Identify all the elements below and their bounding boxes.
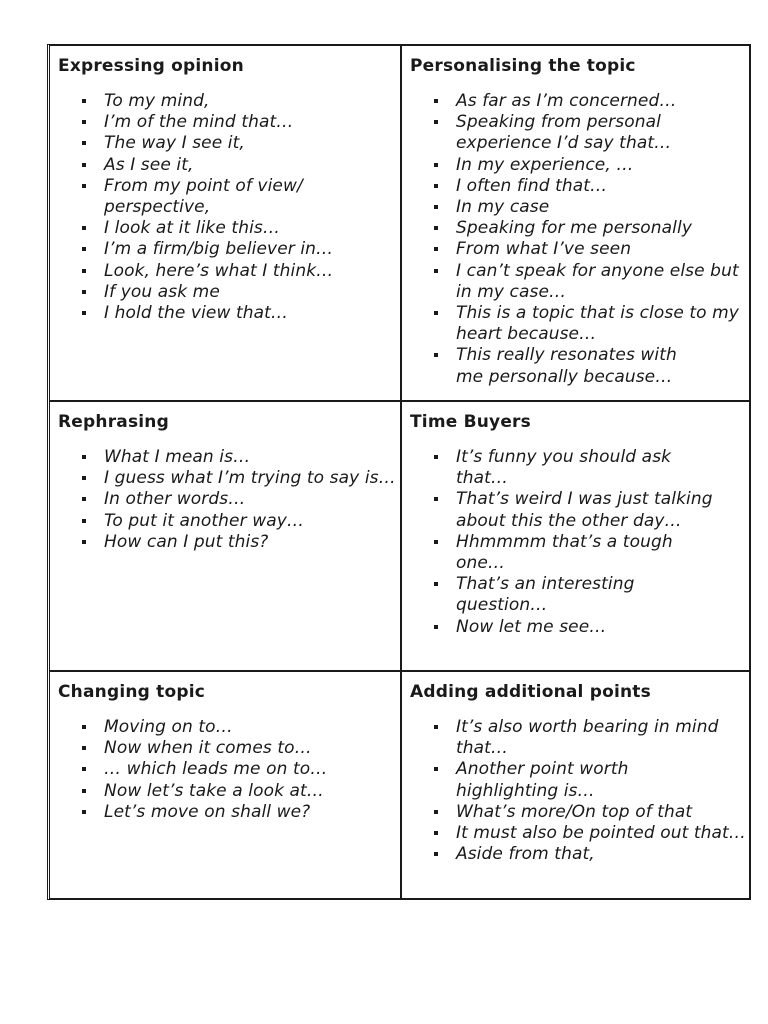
- section-changing-topic: [50, 672, 400, 898]
- list-item: This really resonates with me personally because…: [456, 345, 750, 387]
- list-item: Now let me see…: [456, 617, 750, 638]
- list-item: As I see it,: [104, 155, 400, 176]
- phrase-list: [58, 91, 400, 324]
- list-item: I’m of the mind that…: [104, 112, 400, 133]
- section-time-buyers: [402, 402, 750, 670]
- phrase-list: [410, 717, 750, 865]
- list-item: As far as I’m concerned…: [456, 91, 750, 112]
- list-item: Aside from that,: [456, 844, 750, 865]
- list-item: I hold the view that…: [104, 303, 400, 324]
- section-expressing-opinion: [50, 46, 400, 400]
- section-heading: Adding additional points: [410, 682, 651, 702]
- list-item: Speaking for me personally: [456, 218, 750, 239]
- section-heading: Changing topic: [58, 682, 206, 702]
- list-item: I often find that…: [456, 176, 750, 197]
- list-item: Now when it comes to…: [104, 738, 400, 759]
- list-item: The way I see it,: [104, 133, 400, 154]
- list-item: What’s more/On top of that: [456, 802, 750, 823]
- section-personalising-topic: [402, 46, 750, 400]
- list-item: In other words…: [104, 489, 400, 510]
- list-item: To put it another way…: [104, 511, 400, 532]
- section-adding-points: [402, 672, 750, 898]
- list-item: In my experience, …: [456, 155, 750, 176]
- list-item: I’m a firm/big believer in…: [104, 239, 400, 260]
- list-item: Speaking from personal experience I’d say that…: [456, 112, 750, 154]
- list-item: From what I’ve seen: [456, 239, 750, 260]
- list-item: Look, here’s what I think…: [104, 261, 400, 282]
- list-item: From my point of view/ perspective,: [104, 176, 400, 218]
- list-item: To my mind,: [104, 91, 400, 112]
- list-item: It’s also worth bearing in mind that…: [456, 717, 750, 759]
- list-item: How can I put this?: [104, 532, 400, 553]
- phrase-list: [410, 447, 750, 638]
- list-item: It must also be pointed out that…: [456, 823, 750, 844]
- list-item: In my case: [456, 197, 750, 218]
- list-item: What I mean is…: [104, 447, 400, 468]
- section-rephrasing: [50, 402, 400, 670]
- list-item: Let’s move on shall we?: [104, 802, 400, 823]
- list-item: Hhmmmm that’s a tough one…: [456, 532, 750, 574]
- section-heading: Time Buyers: [410, 412, 531, 432]
- list-item: I guess what I’m trying to say is…: [104, 468, 400, 489]
- section-heading: Expressing opinion: [58, 56, 244, 76]
- list-item: This is a topic that is close to my heart because…: [456, 303, 750, 345]
- list-item: I look at it like this…: [104, 218, 400, 239]
- list-item: Moving on to…: [104, 717, 400, 738]
- list-item: Another point worth highlighting is…: [456, 759, 750, 801]
- list-item: It’s funny you should ask that…: [456, 447, 750, 489]
- list-item: That’s an interesting question…: [456, 574, 750, 616]
- list-item: Now let’s take a look at…: [104, 781, 400, 802]
- section-heading: Personalising the topic: [410, 56, 636, 76]
- list-item: If you ask me: [104, 282, 400, 303]
- phrase-list: [58, 447, 400, 553]
- phrases-table: [47, 44, 751, 900]
- list-item: … which leads me on to…: [104, 759, 400, 780]
- section-heading: Rephrasing: [58, 412, 169, 432]
- list-item: That’s weird I was just talking about this the other day…: [456, 489, 750, 531]
- list-item: I can’t speak for anyone else but in my case…: [456, 261, 750, 303]
- phrase-list: [58, 717, 400, 823]
- phrase-list: [410, 91, 750, 388]
